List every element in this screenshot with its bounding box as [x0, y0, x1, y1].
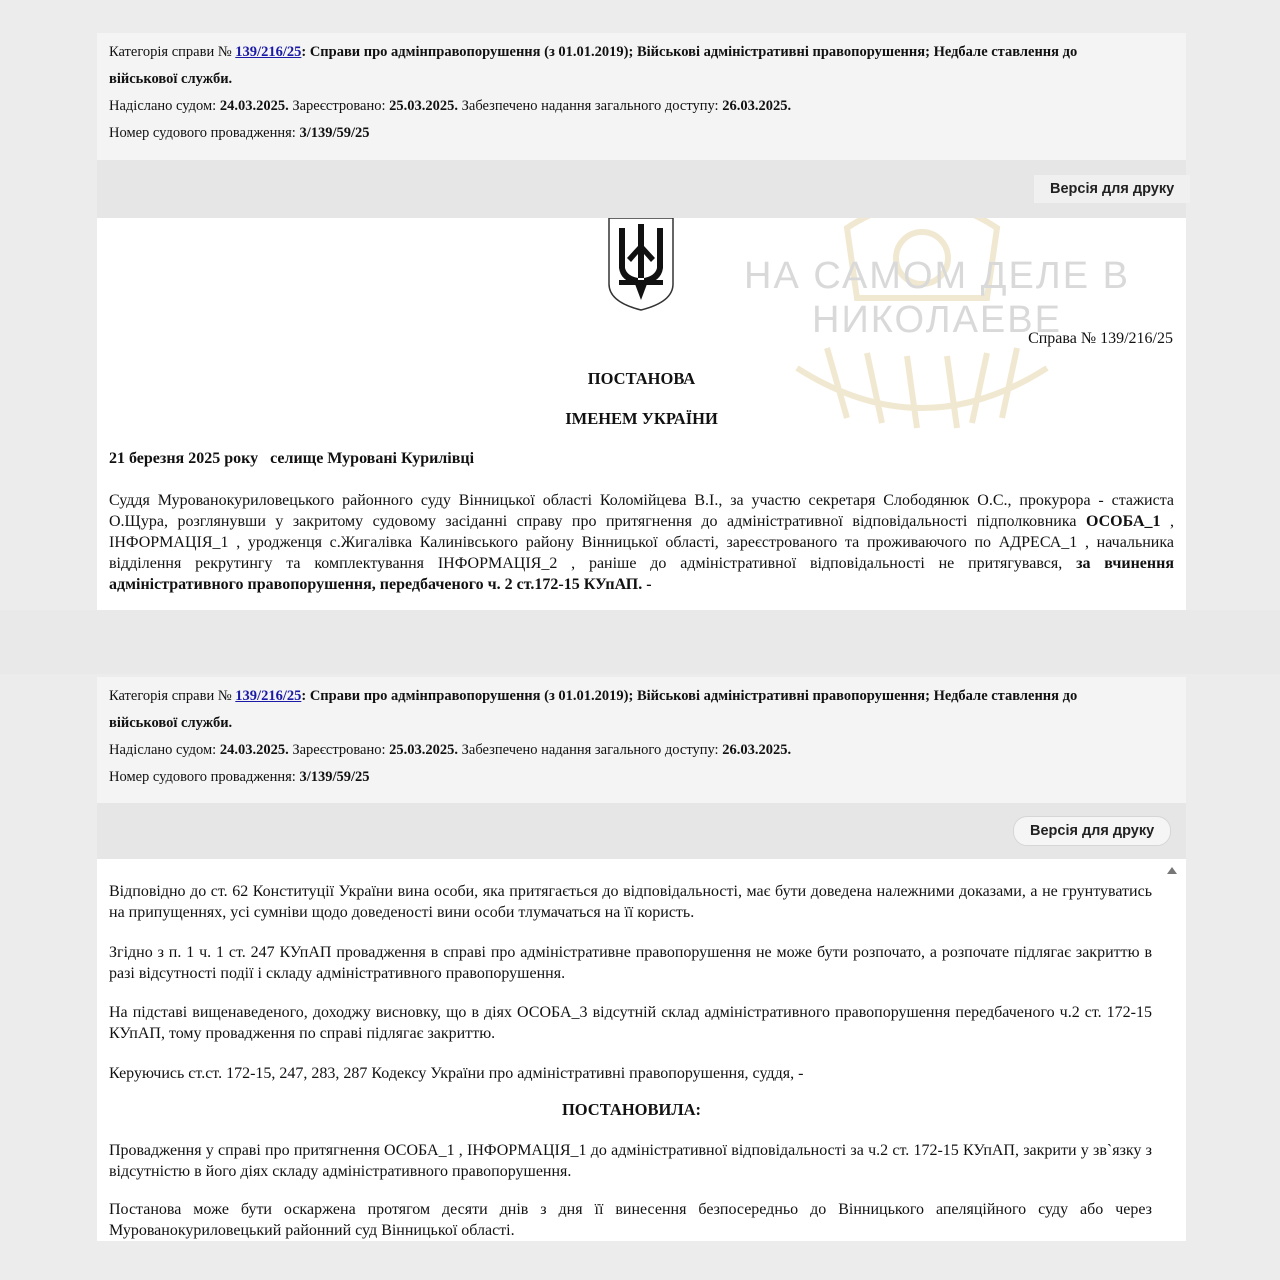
coat-of-arms-icon — [605, 218, 677, 312]
category-continuation: військової служби. — [109, 71, 233, 87]
paragraph-guided-by: Керуючись ст.ст. 172-15, 247, 283, 287 Кодексу України про адміністративні правопорушення, суддя, - — [109, 1065, 804, 1082]
category-line: Категорія справи № 139/216/25: Справи про адмінправопорушення (з 01.01.2019); Військові адміністративні правопорушення; Недбале ставлення до — [109, 688, 1078, 704]
bottom-document — [97, 859, 1186, 1241]
dates-line: Надіслано судом: 24.03.2025. Зареєстровано: 25.03.2025. Забезпечено надання загального доступу: 26.03.2025. — [109, 98, 792, 114]
watermark-text: НА САМОМ ДЕЛЕ В НИКОЛАЕВЕ — [744, 255, 1130, 341]
document-subheading: ІМЕНЕМ УКРАЇНИ — [565, 409, 718, 428]
date-and-place: 21 березня 2025 року селище Мурованi Курилівці — [109, 450, 475, 467]
paragraph-conclusion: На підставі вищенаведеного, доходжу висновку, що в діях ОСОБА_3 відсутній склад адміністративного правопорушення передбаченого ч.2 ст. 172-15 КУпАП, тому провадження по справі підлягає закриттю. — [109, 1004, 1152, 1042]
paragraph-article-247: Згідно з п. 1 ч. 1 ст. 247 КУпАП провадження в справі про адміністративне правопорушення не може бути розпочато, а розпочате підлягає закриттю в разі відсутності події і складу адміністративного правопорушення. — [109, 944, 1152, 982]
top-document — [97, 218, 1186, 610]
screenshot-divider — [0, 610, 1280, 674]
proceeding-line: Номер судового провадження: 3/139/59/25 — [109, 125, 370, 141]
category-continuation: військової служби. — [109, 715, 233, 731]
paragraph-decision: Провадження у справі про притягнення ОСОБА_1 , ІНФОРМАЦІЯ_1 до адміністративної відповідальності за ч.2 ст. 172-15 КУпАП, закрити у зв`язку з відсутністю в його діях складу адміністративного правопорушення. — [109, 1142, 1152, 1180]
crest-watermark-icon — [757, 218, 1087, 498]
decision-heading: ПОСТАНОВИЛА: — [561, 1100, 702, 1119]
document-heading: ПОСТАНОВА — [587, 369, 696, 388]
case-number-link[interactable]: 139/216/25 — [235, 44, 302, 60]
intro-paragraph: Суддя Мурованокуриловецького районного суду Вінницької області Коломійцева В.І., за участю секретаря Слободянюк О.С., прокурора - стажиста О.Щура, розглянувши у закритому судовому засіданні справу про притягнення до адміністративної відповідальності підполковника ОСОБА_1 , ІНФОРМАЦІЯ_1 , уродженця с.Жигалівка Калинівського району Вінницької області, зареєстрованого та проживаючого по АДРЕСА_1 , начальника відділення рекрутингу та комплектування ІНФОРМАЦІЯ_2 , раніше до адміністративної відповідальності не притягувався, за вчинення адміністративного правопорушення, передбаченого ч. 2 ст.172-15 КУпАП. - — [109, 492, 1175, 593]
print-version-button[interactable]: Версія для друку — [1034, 175, 1190, 203]
print-version-button[interactable]: Версія для друку — [1013, 816, 1171, 846]
person-name: ОСОБА_1 — [1085, 513, 1161, 530]
case-number-link[interactable]: 139/216/25 — [235, 688, 302, 704]
case-number: Справа № 139/216/25 — [1028, 330, 1173, 347]
scroll-up-arrow-icon[interactable] — [1167, 867, 1177, 874]
bottom-case-meta-panel — [97, 677, 1186, 803]
top-case-meta-panel — [97, 33, 1186, 160]
proceeding-line: Номер судового провадження: 3/139/59/25 — [109, 769, 370, 785]
paragraph-appeal: Постанова може бути оскаржена протягом десяти днів з дня її винесення безпосередньо до Вінницького апеляційного суду або через Мурованокуриловецький районний суд Вінницької області. — [109, 1201, 1152, 1239]
dates-line: Надіслано судом: 24.03.2025. Зареєстровано: 25.03.2025. Забезпечено надання загального доступу: 26.03.2025. — [109, 742, 792, 758]
top-toolbar — [97, 160, 1186, 218]
category-line: Категорія справи № 139/216/25: Справи про адмінправопорушення (з 01.01.2019); Військові адміністративні правопорушення; Недбале ставлення до — [109, 44, 1078, 60]
paragraph-constitution: Відповідно до ст. 62 Конституції України вина особи, яка притягається до відповідальності, має бути доведена належними доказами, а не грунтуватись на припущеннях, усі сумніви щодо доведеності вини особи тлумачаться на її користь. — [109, 883, 1152, 921]
